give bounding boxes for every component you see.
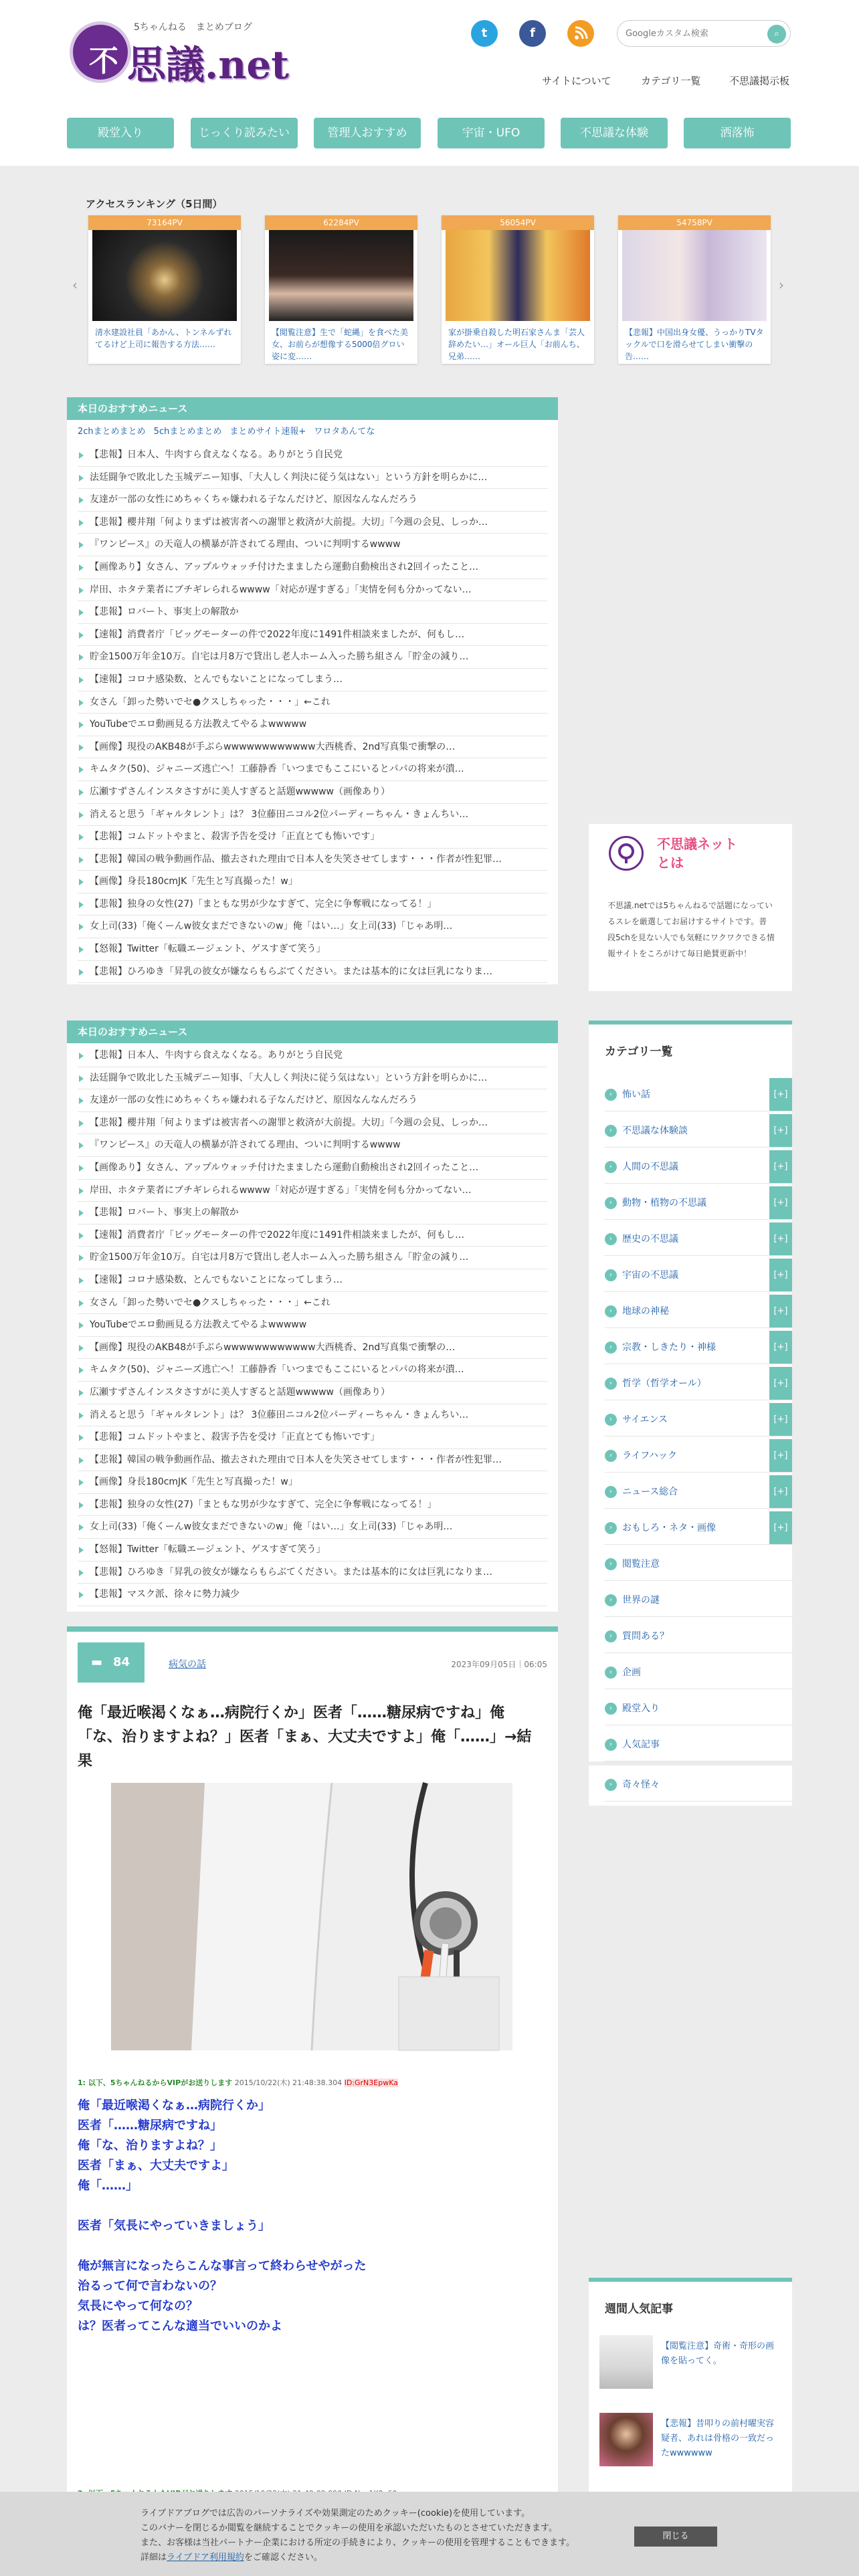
category-label: 不思議な体験談 [622, 1125, 688, 1136]
chevron-right-icon: › [605, 1414, 617, 1426]
news-item[interactable]: 【怒報】Twitter「転職エージェント、ゲスすぎて笑う」 [78, 938, 547, 961]
category-label: 怖い話 [622, 1089, 650, 1100]
news-item[interactable]: 女上司(33)「俺くーんw彼女まだできないのw」俺「はい…」女上司(33)「じゃあ明… [78, 916, 547, 938]
post-line: 気長にやって何なの？ [78, 2299, 198, 2313]
category-expand-button[interactable]: [+] [769, 1295, 792, 1327]
news-item[interactable]: 【速報】消費者庁「ビッグモーターの件で2022年度に1491件相談来ましたが、何もし… [78, 1224, 547, 1247]
cookie-close-button[interactable]: 閉じる [634, 2527, 717, 2547]
news-item[interactable]: 消えると思う「ギャルタレント」は？ 3位藤田ニコル2位パーディーちゃん・きょんちい… [78, 1404, 547, 1427]
category-item[interactable] [605, 1656, 792, 1689]
post-spacer [78, 2236, 366, 2256]
category-expand-button[interactable]: [+] [769, 1259, 792, 1291]
news-item[interactable]: キムタク(50)、ジャニーズ逃亡へ！工藤静香「いつまでもここにいるとパパの将来が潰… [78, 758, 547, 781]
chevron-right-icon: › [605, 1089, 617, 1101]
news-item[interactable]: 広瀬すずさんインスタさすがに美人すぎると話題wwwww（画像あり） [78, 781, 547, 804]
chevron-right-icon: › [605, 1703, 617, 1715]
category-item[interactable] [605, 1768, 792, 1802]
post-id: ID:GrN3EpwKa [344, 2078, 398, 2087]
category-label: おもしろ・ネタ・画像 [622, 1523, 716, 1533]
nav-button-hall-of-fame[interactable]: 殿堂入り [67, 118, 174, 148]
weekly-item[interactable] [599, 2335, 781, 2389]
ranking-thumbnail [446, 230, 590, 321]
chevron-right-icon: › [605, 1378, 617, 1390]
chevron-right-icon: › [605, 1630, 617, 1642]
cookie-line: このバナーを閉じるか閲覧を継続することでクッキーの使用を承認いただいたものとさせていただきます。 [140, 2523, 557, 2533]
news-item[interactable]: 【画像】身長180cmJK「先生と写真撮った！w」 [78, 871, 547, 893]
news-source-links [67, 420, 558, 444]
news-item[interactable]: 【悲報】韓国の戦争動画作品、撤去された理由で日本人を失笑させてします・・・作者が性犯罪… [78, 1449, 547, 1472]
news-item[interactable]: 【悲報】ロバート、事実上の解散か [78, 1202, 547, 1224]
chevron-right-icon: › [605, 1161, 617, 1173]
news-item[interactable]: 『ワンピース』の天竜人の横暴が許されてる理由、ついに判明するwwww [78, 534, 547, 556]
weekly-popular-widget [589, 2278, 792, 2492]
news-source-link[interactable]: ワロタあんてな [314, 427, 375, 437]
logo-title: 思議.net [127, 42, 290, 88]
category-item[interactable] [605, 1620, 792, 1653]
news-item[interactable]: 【悲報】櫻井翔「何よりまずは被害者への謝罪と救済が大前提。大切」「今週の会見、しっか… [78, 1112, 547, 1135]
ranking-title: アクセスランキング（5日間） [86, 198, 223, 210]
news-item[interactable]: 【悲報】独身の女性(27)「まともな男が少なすぎて、完全に争奪戦になってる！」 [78, 893, 547, 916]
weekly-thumbnail [599, 2335, 653, 2389]
news-block-title: 本日のおすすめニュース [67, 397, 558, 420]
about-title: 不思議ネットとは [657, 836, 737, 871]
news-item[interactable]: 岸田、ホタテ業者にブチギレられるwwww「対応が遅すぎる」「実情を何も分かってない… [78, 1180, 547, 1202]
news-item[interactable]: 【画像あり】女さん、アップルウォッチ付けたまましたら運動自動検出され2回イったこと… [78, 556, 547, 579]
site-logo[interactable] [67, 19, 288, 86]
nav-button-space-ufo[interactable]: 宇宙・UFO [438, 118, 545, 148]
category-item[interactable] [605, 1584, 792, 1617]
category-label: 人気記事 [622, 1739, 660, 1750]
post-line: は？医者ってこんな適当でいいのかよ [78, 2319, 282, 2333]
weekly-text: 【閲覧注意】奇術・奇形の画像を貼ってく。 [661, 2341, 775, 2366]
chevron-right-icon: › [605, 1667, 617, 1679]
news-item[interactable]: 女上司(33)「俺くーんw彼女まだできないのw」俺「はい…」女上司(33)「じゃあ明… [78, 1516, 547, 1539]
news-source-link[interactable]: 5chまとめまとめ [153, 427, 222, 437]
chevron-right-icon: › [605, 1739, 617, 1751]
news-item[interactable]: 【悲報】ひろゆき「昇乳の彼女が嫌ならもらぶてください。または基本的に女は巨乳になりま… [78, 961, 547, 984]
terms-link[interactable]: ライブドア利用規約 [167, 2553, 244, 2563]
category-label: 哲学（哲学オール） [622, 1378, 706, 1389]
news-item[interactable]: 【悲報】マスク派、徐々に勢力減少 [78, 1584, 547, 1606]
nav-button-horror[interactable]: 洒落怖 [684, 118, 791, 148]
ranking-pv: 54758PV [618, 215, 771, 230]
logo-emblem [70, 21, 131, 83]
category-item[interactable] [605, 1186, 792, 1220]
category-label: 企画 [622, 1667, 641, 1678]
cookie-text [140, 2506, 629, 2565]
about-widget [589, 824, 792, 991]
about-text: 不思議.netでは5ちゃんねるで話題になっているスレを厳選してお届けするサイトです。普段5chを見ない人でも気軽にワクワクできる情報サイトをころがけて毎日絶賛更新中！ [607, 901, 775, 958]
search-box [617, 20, 791, 47]
category-item[interactable] [605, 1439, 792, 1473]
news-block-1 [67, 397, 558, 984]
post-line: 医者「まぁ、大丈夫ですよ」 [78, 2159, 234, 2173]
news-item[interactable]: 女さん「卸った勢いでセ●クスしちゃった・・・」←これ [78, 1292, 547, 1315]
news-item[interactable]: 友達が一部の女性にめちゃくちゃ嫌われる子なんだけど、原因なんなんだろう [78, 489, 547, 512]
ranking-text: 家が掛乗自殺した明石家さんま「芸人辞めたい…」オール巨人「お前んち、兄弟…… [448, 328, 585, 361]
category-label: 世界の謎 [622, 1595, 660, 1606]
news-item[interactable]: 【画像】身長180cmJK「先生と写真撮った！w」 [78, 1471, 547, 1494]
article-date: 2023年09月05日｜06:05 [451, 1660, 547, 1669]
category-expand-button[interactable]: [+] [769, 1403, 792, 1436]
category-widget [589, 1021, 792, 1761]
comment-count-badge[interactable] [78, 1642, 145, 1683]
category-label: 奇々怪々 [622, 1780, 660, 1790]
post-meta-1 [78, 2077, 398, 2088]
post-line: 医者「……糖尿病ですね」 [78, 2119, 222, 2133]
nav-forum[interactable]: 不思議掲示板 [729, 75, 790, 87]
category-expand-button[interactable]: [+] [769, 1114, 792, 1147]
news-item[interactable]: 【悲報】ロバート、事実上の解散か [78, 601, 547, 624]
chevron-right-icon: › [605, 1558, 617, 1570]
cookie-line: ライブドアブログでは広告のパーソナライズや効果測定のためクッキー(cookie)を使用しています。 [140, 2508, 531, 2518]
chevron-right-icon[interactable]: › [779, 277, 784, 293]
post-spacer [78, 2196, 366, 2216]
category-label: 地球の神秘 [622, 1306, 669, 1317]
news-item[interactable]: 友達が一部の女性にめちゃくちゃ嫌われる子なんだけど、原因なんなんだろう [78, 1089, 547, 1112]
ranking-text: 清水建設社員「あかん、トンネルずれてるけど上司に報告する方法…… [95, 328, 232, 349]
ranking-text: 【悲報】中国出身女優、うっかりTVタックルで口を滑らせてしまい衝撃の告…… [625, 328, 764, 361]
nav-button-strange-experience[interactable]: 不思議な体験 [561, 118, 668, 148]
chevron-right-icon: › [605, 1305, 617, 1317]
category-label: 宗教・しきたり・神様 [622, 1342, 716, 1353]
news-item[interactable]: 【速報】コロナ感染数、とんでもないことになってしまう… [78, 669, 547, 691]
rss-icon[interactable] [567, 20, 594, 47]
news-source-link[interactable]: 2chまとめまとめ [78, 427, 146, 437]
category-widget-cont [589, 1765, 792, 1806]
news-item[interactable]: 【画像あり】女さん、アップルウォッチ付けたまましたら運動自動検出され2回イったこと… [78, 1157, 547, 1180]
category-item[interactable] [605, 1511, 792, 1545]
cookie-suffix: をご確認ください。 [244, 2553, 322, 2563]
category-label: ニュース総合 [622, 1487, 678, 1497]
search-input[interactable] [626, 27, 759, 40]
news-source-link[interactable]: まとめサイト速報+ [229, 427, 306, 437]
category-item[interactable] [605, 1331, 792, 1364]
nav-about[interactable]: サイトについて [542, 75, 611, 87]
category-label: 宇宙の不思議 [622, 1270, 678, 1281]
news-item[interactable]: YouTubeでエロ動画見る方法教えてやるよwwwww [78, 1314, 547, 1337]
ranking-thumbnail [92, 230, 237, 321]
post-line: 俺「……」 [78, 2179, 138, 2193]
logo-subtitle: 5ちゃんねる まとめブログ [134, 22, 252, 33]
category-item[interactable] [605, 1547, 792, 1581]
chevron-right-icon: › [605, 1341, 617, 1354]
nav-button-long-read[interactable]: じっくり読みたい [191, 118, 298, 148]
post-line: 俺が無言になったらこんな事言って終わらせやがった [78, 2259, 367, 2273]
category-label: ライフハック [622, 1451, 678, 1461]
chevron-right-icon: › [605, 1125, 617, 1137]
news-item[interactable]: 岸田、ホタテ業者にブチギレられるwwww「対応が遅すぎる」「実情を何も分かってない… [78, 579, 547, 602]
news-list [67, 444, 558, 983]
cookie-prefix: 詳細は [140, 2553, 167, 2563]
article-category-link[interactable]: 病気の話 [169, 1659, 206, 1670]
facebook-icon[interactable]: f [519, 20, 546, 47]
post-line: 治るって何で言わないの？ [78, 2279, 222, 2293]
category-expand-button[interactable]: [+] [769, 1439, 792, 1472]
news-item[interactable]: キムタク(50)、ジャニーズ逃亡へ！工藤静香「いつまでもここにいるとパパの将来が潰… [78, 1359, 547, 1382]
news-block-2 [67, 1021, 558, 1612]
category-item[interactable] [605, 1259, 792, 1292]
post-line: 医者「気長にやっていきましょう」 [78, 2219, 270, 2233]
chevron-right-icon: › [605, 1450, 617, 1462]
cookie-banner [0, 2492, 859, 2576]
news-item[interactable]: 【悲報】独身の女性(27)「まともな男が少なすぎて、完全に争奪戦になってる！」 [78, 1494, 547, 1517]
post-line: 俺「な、治りますよね？」 [78, 2139, 222, 2153]
category-label: 人間の不思議 [622, 1162, 678, 1172]
news-item[interactable]: 【怒報】Twitter「転職エージェント、ゲスすぎて笑う」 [78, 1539, 547, 1562]
news-item[interactable]: 法廷闘争で敗北した玉城デニー知事、「大人しく判決に従う気はない」という方針を明らかに… [78, 1067, 547, 1090]
comment-count: 84 [113, 1655, 130, 1669]
article [67, 1626, 558, 2492]
category-expand-button[interactable]: [+] [769, 1475, 792, 1508]
twitter-icon[interactable]: t [471, 20, 498, 47]
ranking-pv: 62284PV [265, 215, 417, 230]
category-item[interactable] [605, 1475, 792, 1509]
weekly-thumbnail [599, 2413, 653, 2466]
news-item[interactable]: 広瀬すずさんインスタさすがに美人すぎると話題wwwww（画像あり） [78, 1382, 547, 1404]
news-item[interactable]: 【悲報】韓国の戦争動画作品、撤去された理由で日本人を失笑させてします・・・作者が性犯罪… [78, 849, 547, 871]
nav-categories[interactable]: カテゴリ一覧 [641, 75, 701, 87]
ranking-card[interactable] [88, 215, 241, 364]
news-item[interactable]: 【画像】現役のAKB48が手ぶらwwwwwwwwwwww大西桃香、2nd写真集で衝撃の… [78, 1337, 547, 1360]
news-item[interactable]: 【悲報】コムドットやまと、殺害予告を受け「正直とても怖いです」 [78, 1426, 547, 1449]
category-label: 殿堂入り [622, 1703, 660, 1714]
news-item[interactable]: 【速報】コロナ感染数、とんでもないことになってしまう… [78, 1269, 547, 1292]
ranking-thumbnail [269, 230, 413, 321]
category-item[interactable] [605, 1222, 792, 1256]
category-widget-title: カテゴリ一覧 [605, 1045, 673, 1059]
comment-icon: ▬ [91, 1655, 103, 1669]
news-item[interactable]: 【悲報】ひろゆき「昇乳の彼女が嫌ならもらぶてください。または基本的に女は巨乳になりま… [78, 1562, 547, 1584]
news-item[interactable]: 【悲報】日本人、牛肉すら食えなくなる。ありがとう自民党 [78, 444, 547, 467]
news-item[interactable]: 【画像】現役のAKB48が手ぶらwwwwwwwwwwww大西桃香、2nd写真集で衝撃の… [78, 736, 547, 759]
site-emblem-icon [609, 836, 644, 871]
ranking-card[interactable] [265, 215, 417, 364]
chevron-right-icon: › [605, 1233, 617, 1245]
chevron-left-icon[interactable]: ‹ [72, 277, 78, 293]
chevron-right-icon: › [605, 1197, 617, 1209]
post-body-1 [78, 2096, 366, 2337]
news-item[interactable]: 【悲報】日本人、牛肉すら食えなくなる。ありがとう自民党 [78, 1045, 547, 1067]
category-expand-button[interactable]: [+] [769, 1078, 792, 1111]
category-item[interactable] [605, 1403, 792, 1436]
news-item[interactable]: 消えると思う「ギャルタレント」は？ 3位藤田ニコル2位パーディーちゃん・きょんちい… [78, 804, 547, 827]
ranking-pv: 56054PV [442, 215, 594, 230]
category-item[interactable] [605, 1114, 792, 1148]
weekly-title: 週間人気記事 [605, 2302, 673, 2316]
cookie-line: また、お客様は当社パートナー企業における所定の手続きにより、クッキーの使用を管理することもできます。 [140, 2538, 575, 2548]
article-title[interactable]: 俺「最近喉渇くなぁ…病院行くか」医者「……糖尿病ですね」俺「な、治りますよね？」医者「まぁ、大丈夫ですよ」俺「……」→結果 [78, 1705, 532, 1769]
category-label: 質問ある？ [622, 1631, 669, 1642]
category-item[interactable] [605, 1728, 792, 1761]
category-item[interactable] [605, 1295, 792, 1328]
news-item[interactable]: 『ワンピース』の天竜人の横暴が許されてる理由、ついに判明するwwww [78, 1134, 547, 1157]
category-expand-button[interactable]: [+] [769, 1222, 792, 1255]
category-expand-button[interactable]: [+] [769, 1331, 792, 1364]
news-item[interactable]: 【悲報】櫻井翔「何よりまずは被害者への謝罪と救済が大前提。大切」「今週の会見、しっか… [78, 512, 547, 534]
weekly-item[interactable] [599, 2413, 781, 2466]
category-item[interactable] [605, 1367, 792, 1400]
category-item[interactable] [605, 1150, 792, 1184]
category-label: サイエンス [622, 1414, 668, 1425]
news-item[interactable]: 【速報】消費者庁「ビッグモーターの件で2022年度に1491件相談来ましたが、何もし… [78, 624, 547, 647]
category-expand-button[interactable]: [+] [769, 1186, 792, 1219]
post-author: 1: 以下、5ちゃんねるからVIPがお送りします [78, 2078, 233, 2087]
ranking-card[interactable] [442, 215, 594, 364]
ranking-thumbnail [622, 230, 767, 321]
category-expand-button[interactable]: [+] [769, 1367, 792, 1400]
chevron-right-icon: › [605, 1594, 617, 1606]
search-icon[interactable]: ⌕ [767, 25, 786, 43]
ranking-text: 【閲覧注意】生で「蛇縄」を食べた美女、お前らが想像する5000倍グロい姿に変…… [272, 328, 409, 361]
category-label: 閲覧注意 [622, 1559, 660, 1570]
category-expand-button[interactable]: [+] [769, 1511, 792, 1544]
news-list [67, 1043, 558, 1606]
article-image [111, 1783, 512, 2050]
news-item[interactable]: 貯金1500万年金10万。自宅は月8万で貸出し老人ホーム入った勝ち組さん「貯金の減り… [78, 1247, 547, 1269]
chevron-right-icon: › [605, 1486, 617, 1498]
chevron-right-icon: › [605, 1522, 617, 1534]
cookie-line [140, 2551, 629, 2565]
logo-char: 不 [89, 44, 118, 78]
weekly-text: 【悲報】昔叩りの前村曜実容疑者、あれは骨格の一致だったwwwwww [661, 2419, 775, 2458]
category-expand-button[interactable]: [+] [769, 1150, 792, 1183]
chevron-right-icon: › [605, 1269, 617, 1281]
news-item[interactable]: 法廷闘争で敗北した玉城デニー知事、「大人しく判決に従う気はない」という方針を明らかに… [78, 467, 547, 490]
access-ranking [67, 189, 792, 383]
news-item[interactable]: 貯金1500万年金10万。自宅は月8万で貸出し老人ホーム入った勝ち組さん「貯金の減り… [78, 646, 547, 669]
site-header [0, 0, 859, 166]
ranking-card[interactable] [618, 215, 771, 364]
news-item[interactable]: 【悲報】コムドットやまと、殺害予告を受け「正直とても怖いです」 [78, 826, 547, 849]
news-item[interactable]: 女さん「卸った勢いでセ●クスしちゃった・・・」←これ [78, 691, 547, 714]
news-item[interactable]: YouTubeでエロ動画見る方法教えてやるよwwwww [78, 714, 547, 736]
news-block-title: 本日のおすすめニュース [67, 1021, 558, 1043]
nav-button-admin-pick[interactable]: 管理人おすすめ [314, 118, 421, 148]
category-label: 歴史の不思議 [622, 1234, 678, 1245]
post-line: 俺「最近喉渇くなぁ…病院行くか」 [78, 2099, 270, 2113]
chevron-right-icon: › [605, 1779, 617, 1791]
category-item[interactable] [605, 1078, 792, 1111]
category-item[interactable] [605, 1692, 792, 1725]
category-label: 動物・植物の不思議 [622, 1198, 706, 1208]
ranking-pv: 73164PV [88, 215, 241, 230]
post-timestamp: 2015/10/22(木) 21:48:38.304 [234, 2078, 343, 2087]
